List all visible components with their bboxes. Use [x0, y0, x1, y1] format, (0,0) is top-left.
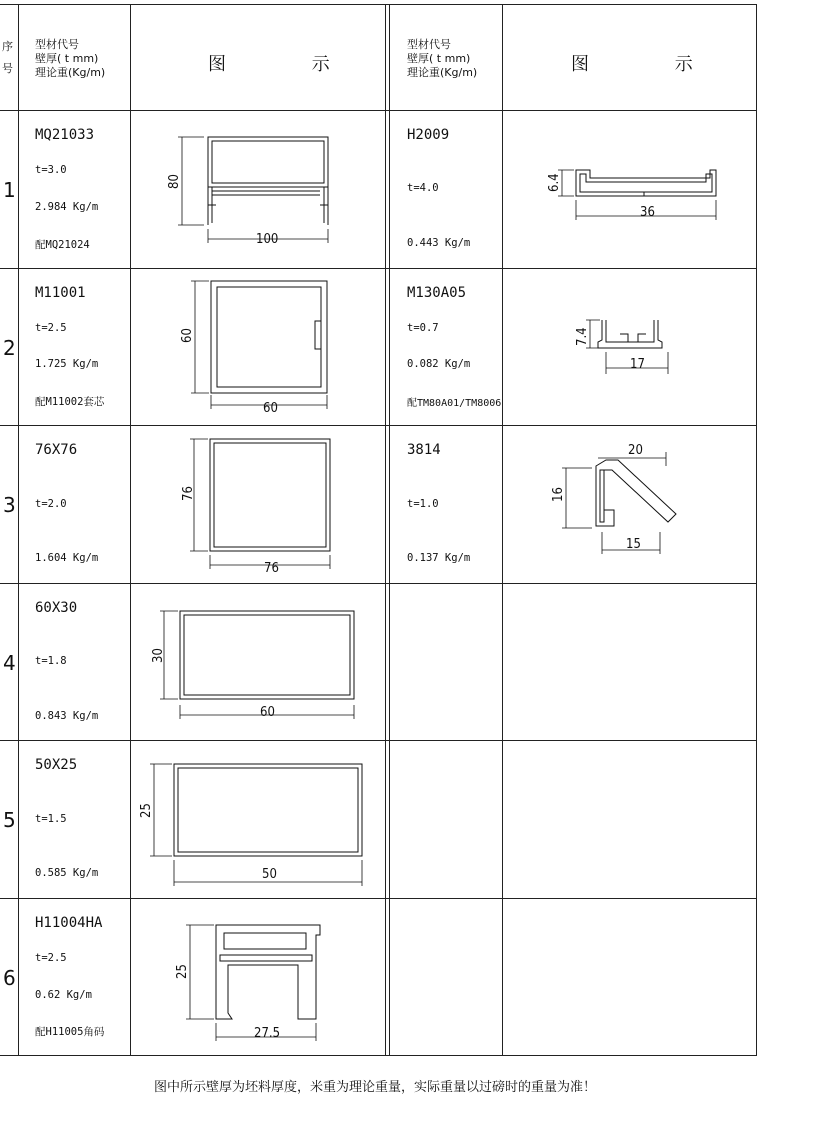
wall-thickness: t=1.0 — [407, 498, 439, 510]
dimension-width: 76 — [264, 561, 279, 576]
right-spec-header — [407, 38, 477, 80]
dimension-width: 60 — [263, 401, 278, 416]
wall-thickness: t=2.5 — [35, 322, 67, 334]
profile-code: H11004HA — [35, 915, 103, 931]
wall-thickness: t=3.0 — [35, 164, 67, 176]
unit-weight: 0.137 Kg/m — [407, 552, 471, 564]
spec-header-line-3: 理论重(Kg/m) — [35, 66, 106, 79]
seq-number: 3 — [3, 493, 16, 517]
unit-weight: 0.443 Kg/m — [407, 237, 471, 249]
profile-drawing-h11004ha — [170, 915, 330, 1050]
right-figure-header: 图 示 — [571, 54, 733, 75]
unit-weight: 2.984 Kg/m — [35, 201, 99, 213]
wall-thickness: t=4.0 — [407, 182, 439, 194]
table-bottom-border — [0, 1055, 757, 1056]
dimension-height: 25 — [139, 803, 154, 818]
unit-weight: 0.843 Kg/m — [35, 710, 99, 722]
seq-header: 序号 — [2, 40, 13, 75]
seq-column-divider — [18, 4, 19, 1056]
dimension-height: 60 — [180, 328, 195, 343]
profile-drawing-3814 — [540, 440, 690, 560]
spec-header-line-2: 壁厚( t mm) — [407, 52, 471, 65]
spec-header-line-1: 型材代号 — [35, 38, 79, 51]
dimension-height: 76 — [181, 486, 196, 501]
profile-code: 50X25 — [35, 757, 78, 773]
matching-note: 配TM80A01/TM8006 — [407, 398, 502, 409]
wall-thickness: t=1.8 — [35, 655, 67, 667]
header-bottom-border — [0, 110, 757, 111]
matching-note: 配H11005角码 — [35, 1026, 105, 1038]
wall-thickness: t=2.0 — [35, 498, 67, 510]
left-spec-column-divider — [130, 4, 131, 1056]
seq-number: 5 — [3, 808, 16, 832]
profile-drawing-h2009 — [540, 160, 725, 225]
seq-number: 1 — [3, 178, 16, 202]
profile-code: M11001 — [35, 285, 86, 301]
dimension-height: 80 — [167, 174, 182, 189]
row-1-bottom — [0, 268, 757, 269]
dimension-height: 6.4 — [547, 173, 562, 192]
spec-header-line-1: 型材代号 — [407, 38, 451, 51]
profile-drawing-60x30 — [150, 605, 365, 725]
profile-code: MQ21033 — [35, 127, 95, 143]
footer-note: 图中所示壁厚为坯料厚度，米重为理论重量，实际重量以过磅时的重量为准！ — [153, 1080, 596, 1095]
profile-drawing-76x76 — [180, 433, 340, 578]
profile-code: M130A05 — [407, 285, 467, 301]
left-spec-header — [35, 38, 105, 80]
unit-weight: 1.604 Kg/m — [35, 552, 99, 564]
profile-drawing-mq21033 — [160, 125, 350, 255]
unit-weight: 0.082 Kg/m — [407, 358, 471, 370]
matching-note: 配M11002套芯 — [35, 396, 105, 408]
profile-drawing-m11001 — [175, 275, 335, 420]
dimension-width: 17 — [630, 357, 645, 372]
table-right-border — [756, 4, 757, 1056]
spec-header-line-3: 理论重(Kg/m) — [407, 66, 478, 79]
seq-number: 2 — [3, 336, 16, 360]
profile-code: 60X30 — [35, 600, 78, 616]
dimension-width: 50 — [262, 867, 277, 882]
center-divider-a — [385, 4, 386, 1056]
unit-weight: 0.585 Kg/m — [35, 867, 99, 879]
dimension-width: 27.5 — [254, 1026, 281, 1041]
left-figure-header: 图 示 — [208, 54, 370, 75]
wall-thickness: t=2.5 — [35, 952, 67, 964]
unit-weight: 1.725 Kg/m — [35, 358, 99, 370]
dimension-height: 30 — [151, 648, 166, 663]
wall-thickness: t=1.5 — [35, 813, 67, 825]
row-3-bottom — [0, 583, 757, 584]
dimension-width: 60 — [260, 705, 275, 720]
profile-code: 76X76 — [35, 442, 78, 458]
dimension-width: 36 — [640, 205, 655, 220]
row-4-bottom — [0, 740, 757, 741]
profile-drawing-m130a05 — [572, 312, 682, 382]
dimension-height: 16 — [551, 487, 566, 502]
wall-thickness: t=0.7 — [407, 322, 439, 334]
dimension-bottom-width: 15 — [626, 537, 641, 552]
profile-code: 3814 — [407, 442, 441, 458]
matching-note: 配MQ21024 — [35, 239, 90, 251]
center-divider-b — [389, 4, 390, 1056]
dimension-width: 100 — [256, 232, 279, 247]
dimension-height: 25 — [175, 964, 190, 979]
seq-number: 4 — [3, 651, 16, 675]
table-top-border — [0, 4, 757, 5]
dimension-height: 7.4 — [575, 327, 590, 346]
profile-code: H2009 — [407, 127, 450, 143]
seq-number: 6 — [3, 966, 16, 990]
spec-header-line-2: 壁厚( t mm) — [35, 52, 99, 65]
unit-weight: 0.62 Kg/m — [35, 989, 92, 1001]
profile-drawing-50x25 — [138, 758, 368, 888]
row-5-bottom — [0, 898, 757, 899]
row-2-bottom — [0, 425, 757, 426]
right-spec-column-divider — [502, 4, 503, 1056]
dimension-top-width: 20 — [628, 443, 643, 458]
